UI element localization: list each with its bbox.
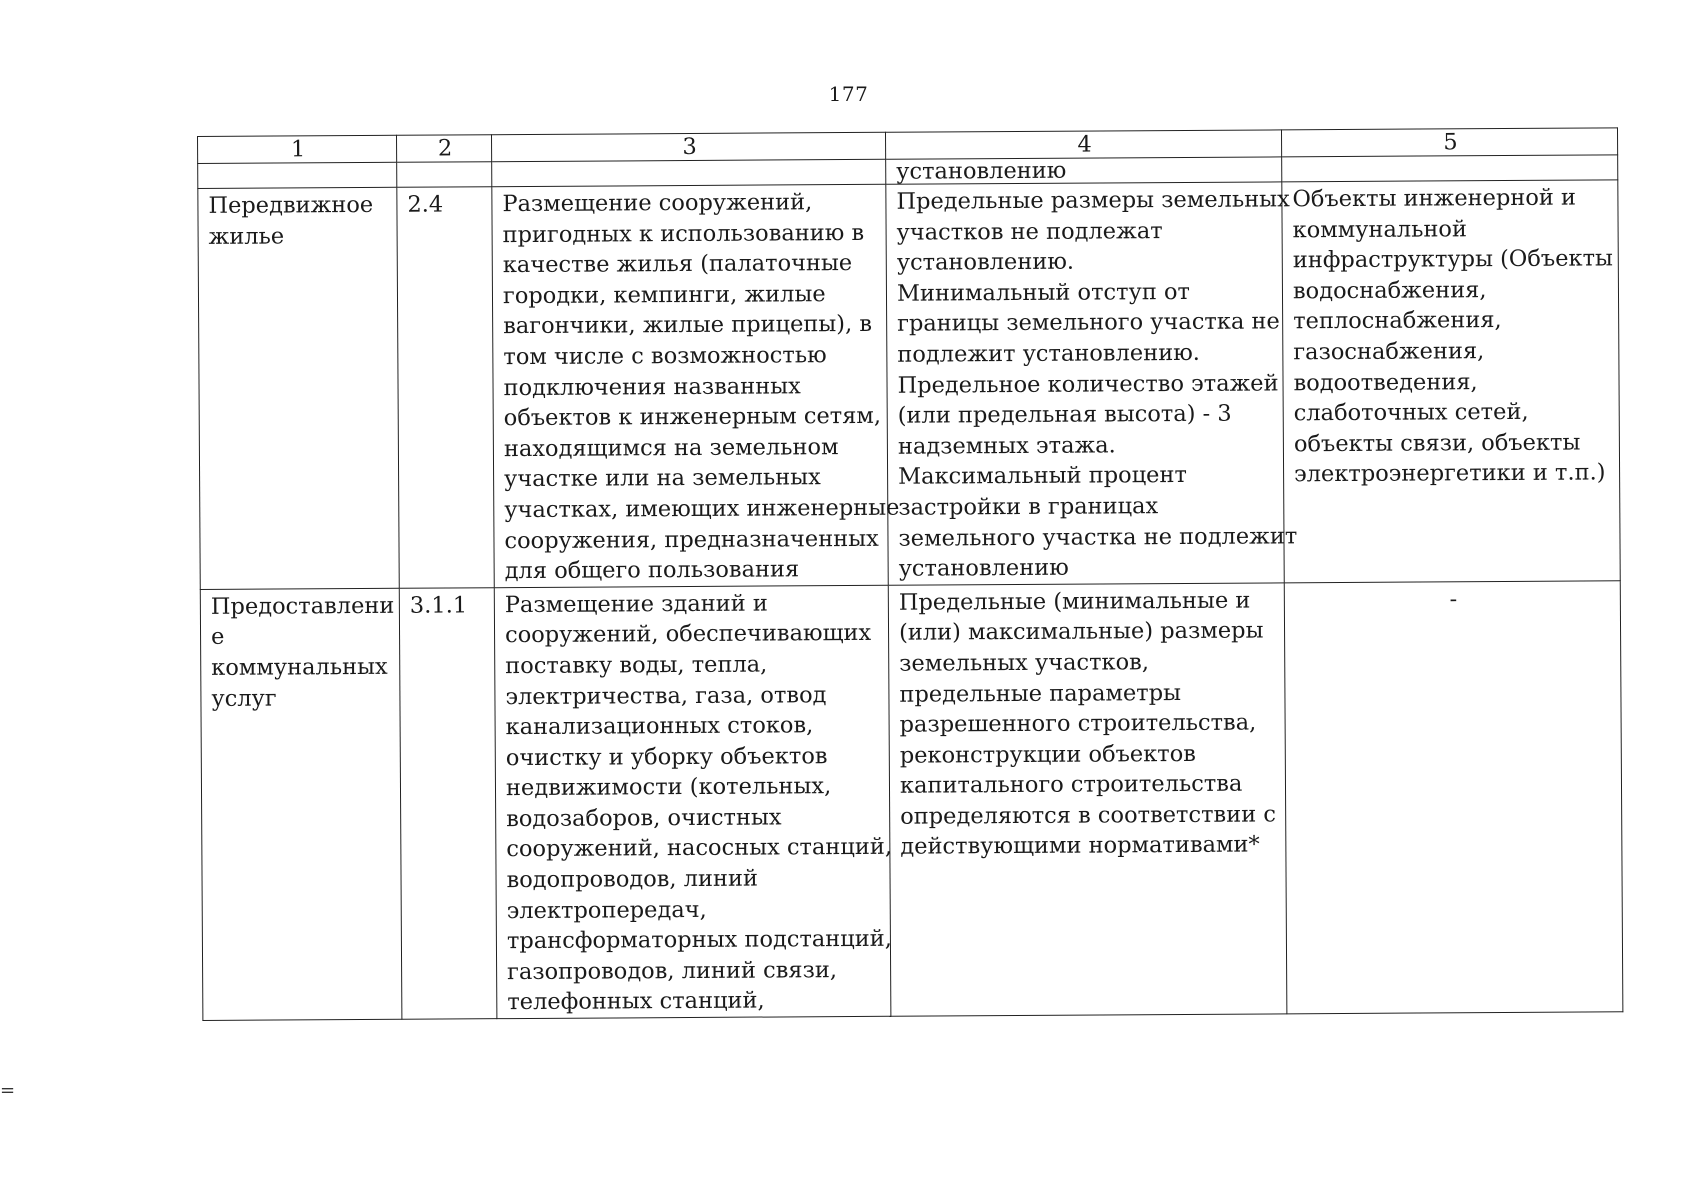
cell-line: электроэнергетики и т.п.) (1294, 459, 1606, 488)
cell-line: канализационных стоков, (505, 712, 814, 741)
cell-line: капитального строительства (899, 770, 1243, 799)
cell-line: объекты связи, объекты (1293, 429, 1581, 458)
cell-line: том числе с возможностью (503, 342, 827, 371)
cell-line: вагончики, жилые прицепы), в (503, 311, 873, 340)
cell-line: для общего пользования (504, 556, 800, 585)
cell-line: очистку и уборку объектов (505, 742, 828, 771)
auxiliary-uses-cell (1282, 180, 1620, 583)
cell-line: телефонных станций, (507, 987, 765, 1016)
cell-line: подключения названных (503, 372, 801, 401)
cell-line: находящимся на земельном (503, 433, 839, 462)
cell-line: застройки в границах (898, 493, 1159, 521)
table-row (198, 180, 1620, 589)
cell-line: водоотведения, (1293, 368, 1478, 396)
cell-line: границы земельного участка не (897, 308, 1280, 338)
cell-line: газоснабжения, (1293, 338, 1485, 366)
cell-line: объектов к инженерным сетям, (503, 402, 882, 432)
auxiliary-uses-cell (1284, 581, 1623, 1014)
cell-line: сооружения, предназначенных (504, 525, 879, 554)
land-use-name-cell (198, 187, 399, 589)
cell-line: - (1449, 586, 1458, 613)
cell-line: Предельные размеры земельных (896, 186, 1290, 215)
cell-line: разрешенного строительства, (899, 709, 1257, 738)
page-number: 177 (828, 82, 869, 106)
cell-line: электропередач, (506, 896, 707, 924)
header-col-4: 4 (885, 130, 1281, 159)
cell-line: газопроводов, линий связи, (507, 956, 838, 985)
cell-line: слаботочных сетей, (1293, 399, 1529, 427)
cell-line: сооружений, насосных станций, (506, 834, 893, 863)
cell-line: поставку воды, тепла, (505, 651, 768, 680)
cell-line: участков не подлежат (896, 217, 1163, 246)
cell-line: установлению. (896, 248, 1075, 276)
cell-line: Предоставлени (210, 592, 395, 620)
header-col-3: 3 (491, 132, 885, 161)
description-cell (494, 585, 891, 1019)
cont-cell-3 (492, 159, 886, 186)
cell-line: трансформаторных подстанций, (506, 926, 892, 955)
cell-line: пригодных к использованию в (502, 219, 865, 248)
cell-line: предельные параметры (899, 679, 1182, 708)
cell-line: водоснабжения, (1292, 276, 1487, 305)
cell-line: жилье (208, 223, 285, 250)
cell-line: установлению (898, 554, 1069, 582)
cell-line: (или) максимальные) размеры (898, 617, 1264, 647)
cell-line: услуг (211, 685, 277, 712)
cell-line: Размещение сооружений, (502, 189, 813, 218)
cell-line: Минимальный отступ от (896, 278, 1191, 307)
cell-line: участке или на земельных (504, 464, 821, 493)
table-row (200, 581, 1623, 1021)
cell-line: Передвижное (208, 191, 374, 219)
cell-line: подлежит установлению. (897, 339, 1200, 368)
cell-line: сооружений, обеспечивающих (504, 620, 872, 649)
cell-line: теплоснабжения, (1293, 307, 1502, 335)
edge-mark: = (0, 1080, 16, 1101)
cell-line: Объекты инженерной и (1292, 184, 1577, 213)
cell-line: водозаборов, очистных (506, 804, 782, 832)
land-use-code-cell: 3.1.1 (399, 587, 497, 1019)
land-use-code-cell: 2.4 (397, 187, 494, 588)
cell-line: реконструкции объектов (899, 740, 1197, 769)
land-use-name-cell (200, 588, 402, 1021)
cell-line: участках, имеющих инженерные (504, 494, 900, 524)
cont-cell-5 (1282, 155, 1618, 182)
cell-line: электричества, газа, отвод (505, 681, 827, 710)
cell-line: водопроводов, линий (506, 865, 759, 894)
cont-cell-4: установлению (886, 157, 1282, 184)
cell-line: определяются в соответствии с (900, 801, 1277, 830)
cell-line: земельных участков, (899, 649, 1150, 677)
parameters-cell (888, 583, 1287, 1017)
land-use-table (197, 127, 1623, 1021)
cell-line: (или предельная высота) - 3 (897, 400, 1232, 429)
cell-line: коммунальной (1292, 215, 1468, 243)
cell-line: Предельное количество этажей (897, 369, 1279, 399)
cell-line: городки, кемпинги, жилые (502, 280, 826, 309)
cell-line: Размещение зданий и (504, 590, 768, 618)
cell-line: Максимальный процент (898, 462, 1187, 491)
header-col-1: 1 (198, 135, 397, 163)
header-col-2: 2 (396, 135, 491, 163)
cell-line: недвижимости (котельных, (505, 773, 832, 802)
cont-cell-1 (198, 162, 397, 188)
cell-line: земельного участка не подлежит (898, 522, 1298, 552)
parameters-cell (886, 182, 1298, 585)
description-cell (492, 184, 900, 587)
cell-line: надземных этажа. (897, 432, 1116, 460)
cell-line: е (210, 624, 225, 651)
cell-line: качестве жилья (палаточные (502, 250, 853, 279)
cell-line: действующими нормативами* (900, 831, 1260, 861)
cont-cell-2 (397, 162, 492, 188)
header-col-5: 5 (1281, 128, 1617, 157)
cell-line: коммунальных (211, 653, 388, 681)
cell-line: инфраструктуры (Объекты (1292, 245, 1614, 274)
cell-line: Предельные (минимальные и (898, 587, 1251, 616)
